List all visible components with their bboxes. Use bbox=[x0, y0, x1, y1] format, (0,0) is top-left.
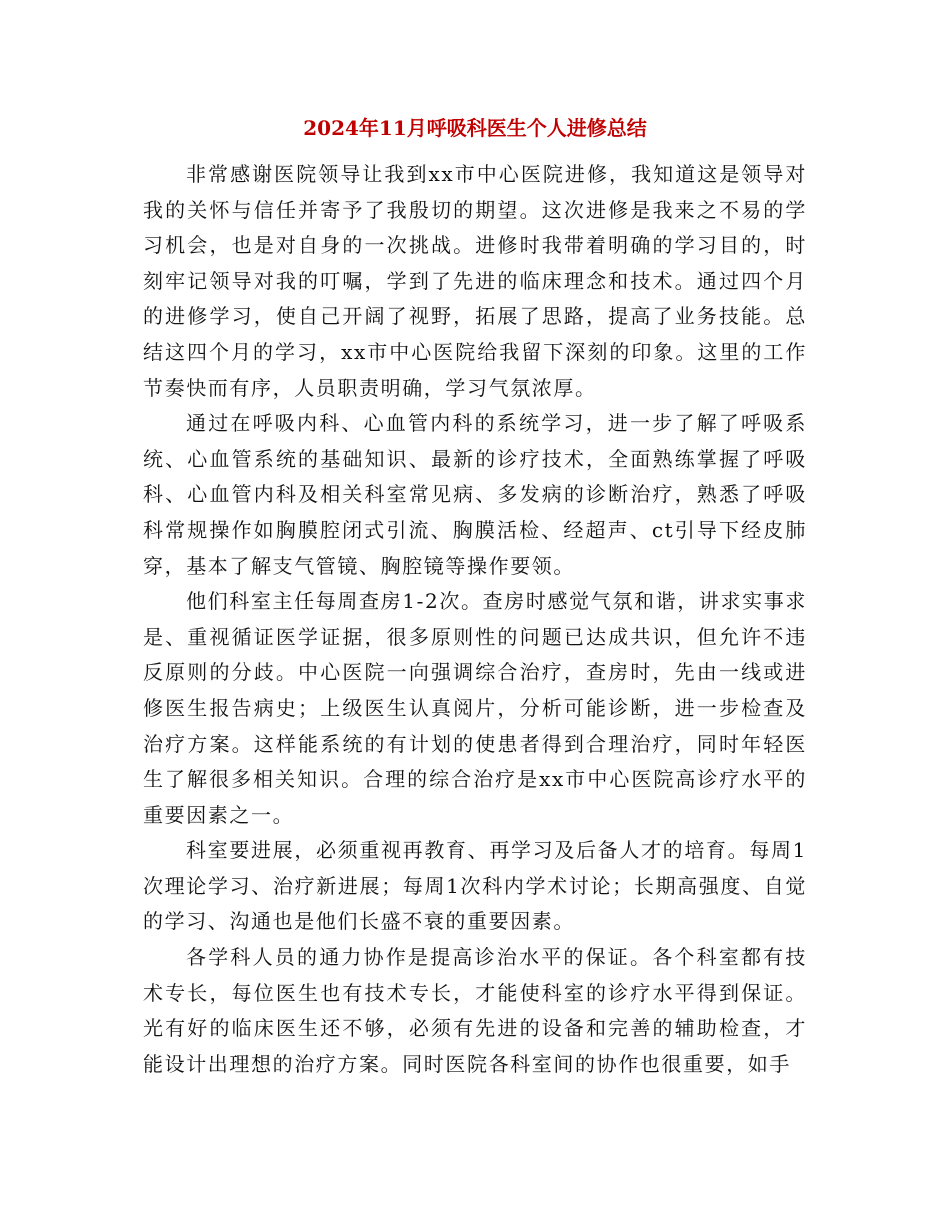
document-body bbox=[143, 157, 807, 1082]
paragraph: 他们科室主任每周查房1-2次。查房时感觉气氛和谐，讲求实事求是、重视循证医学证据，很多原则性的问题已达成共识，但允许不违反原则的分歧。中心医院一向强调综合治疗，查房时，先由一线或进修医生报告病史；上级医生认真阅片，分析可能诊断，进一步检查及治疗方案。这样能系统的有计划的使患者得到合理治疗，同时年轻医生了解很多相关知识。合理的综合治疗是xx市中心医院高诊疗水平的重要因素之一。 bbox=[143, 589, 807, 827]
paragraph: 科室要进展，必须重视再教育、再学习及后备人才的培育。每周1次理论学习、治疗新进展；每周1次科内学术讨论；长期高强度、自觉的学习、沟通也是他们长盛不衰的重要因素。 bbox=[143, 838, 807, 934]
paragraph: 非常感谢医院领导让我到xx市中心医院进修，我知道这是领导对我的关怀与信任并寄予了我殷切的期望。这次进修是我来之不易的学习机会，也是对自身的一次挑战。进修时我带着明确的学习目的，时刻牢记领导对我的叮嘱，学到了先进的临床理念和技术。通过四个月的进修学习，使自己开阔了视野，拓展了思路，提高了业务技能。总结这四个月的学习，xx市中心医院给我留下深刻的印象。这里的工作节奏快而有序，人员职责明确，学习气氛浓厚。 bbox=[143, 162, 807, 400]
document-title: 2024年11月呼吸科医生个人进修总结 bbox=[303, 116, 647, 140]
paragraph: 通过在呼吸内科、心血管内科的系统学习，进一步了解了呼吸系统、心血管系统的基础知识、最新的诊疗技术，全面熟练掌握了呼吸科、心血管内科及相关科室常见病、多发病的诊断治疗，熟悉了呼吸科常规操作如胸膜腔闭式引流、胸膜活检、经超声、ct引导下经皮肺穿，基本了解支气管镜、胸腔镜等操作要领。 bbox=[143, 411, 807, 578]
paragraph: 各学科人员的通力协作是提高诊治水平的保证。各个科室都有技术专长，每位医生也有技术专长，才能使科室的诊疗水平得到保证。光有好的临床医生还不够，必须有先进的设备和完善的辅助检查，才能设计出理想的治疗方案。同时医院各科室间的协作也很重要，如手 bbox=[143, 945, 807, 1076]
